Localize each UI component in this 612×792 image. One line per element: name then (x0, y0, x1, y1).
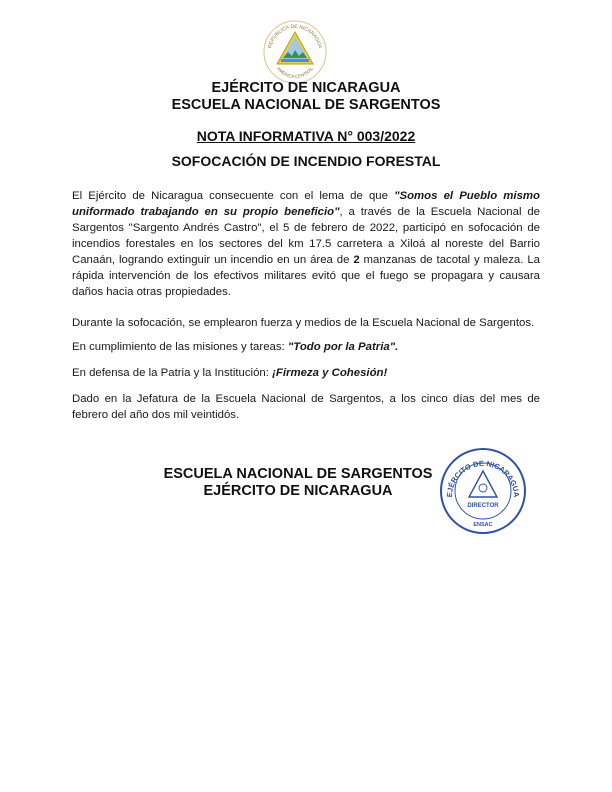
stamp-bottom-text: ENSAC (473, 522, 493, 528)
header (0, 80, 612, 114)
document-subtitle: SOFOCACIÓN DE INCENDIO FORESTAL (171, 153, 441, 169)
paragraph-5: Dado en la Jefatura de la Escuela Nacional de Sargentos, a los cinco días del mes de febrero del año dos mil veintidós. (72, 393, 540, 421)
document-body (72, 188, 540, 423)
stamp-center-text: DIRECTOR (467, 503, 499, 509)
nicaragua-coat-of-arms-icon (261, 18, 329, 86)
signature-block (148, 466, 448, 500)
area-value: 2 (353, 254, 360, 266)
nota-number: NOTA INFORMATIVA N° 003/2022 (196, 128, 416, 144)
slogan-todo-por-la-patria: "Todo por la Patria". (287, 341, 399, 353)
paragraph-1 (72, 188, 540, 300)
header-line-2: ESCUELA NACIONAL DE SARGENTOS (171, 97, 441, 113)
paragraph-2: Durante la sofocación, se emplearon fuerza y medios de la Escuela Nacional de Sargentos. (72, 317, 535, 329)
paragraph-3 (72, 339, 540, 355)
stamp-triangle-icon (439, 447, 527, 535)
svg-text:AMÉRICA CENTRAL (276, 66, 314, 80)
p4-text: En defensa de la Patria y la Institución: (72, 367, 273, 379)
p1-text-3: manzanas de tacotal y maleza. La rápida intervención de los efectivos militares evitó que el fuego se propagara y causara daños hacia otras propiedades. (72, 254, 540, 298)
header-line-1: EJÉRCITO DE NICARAGUA (211, 80, 401, 96)
seal-bottom-text: AMÉRICA CENTRAL (275, 65, 315, 80)
seal-top-text: REPÚBLICA DE NICARAGUA (267, 23, 323, 49)
footer-line-2: EJÉRCITO DE NICARAGUA (203, 483, 393, 499)
p1-text-1: El Ejército de Nicaragua consecuente con el lema de que (72, 190, 395, 202)
footer-line-1: ESCUELA NACIONAL DE SARGENTOS (163, 466, 433, 482)
p1-text-2: , a través de la Escuela Nacional de Sargentos "Sargento Andrés Castro", el 5 de febrero de 2022, participó en sofocación de incendios forestales en los sectores del km 17.5 carretera a Xiloá al noreste del Barrio Canaán, logrando extinguir un incendio en un área de (72, 206, 540, 266)
slogan-firmeza-cohesion: ¡Firmeza y Cohesión! (272, 367, 388, 379)
stamp-ring-text: EJÉRCITO DE NICARAGUA (444, 458, 522, 498)
paragraph-4 (72, 365, 540, 381)
motto: "Somos el Pueblo mismo uniformado trabajando en su propio beneficio" (72, 190, 540, 218)
p3-text: En cumplimiento de las misiones y tareas: (72, 341, 288, 353)
